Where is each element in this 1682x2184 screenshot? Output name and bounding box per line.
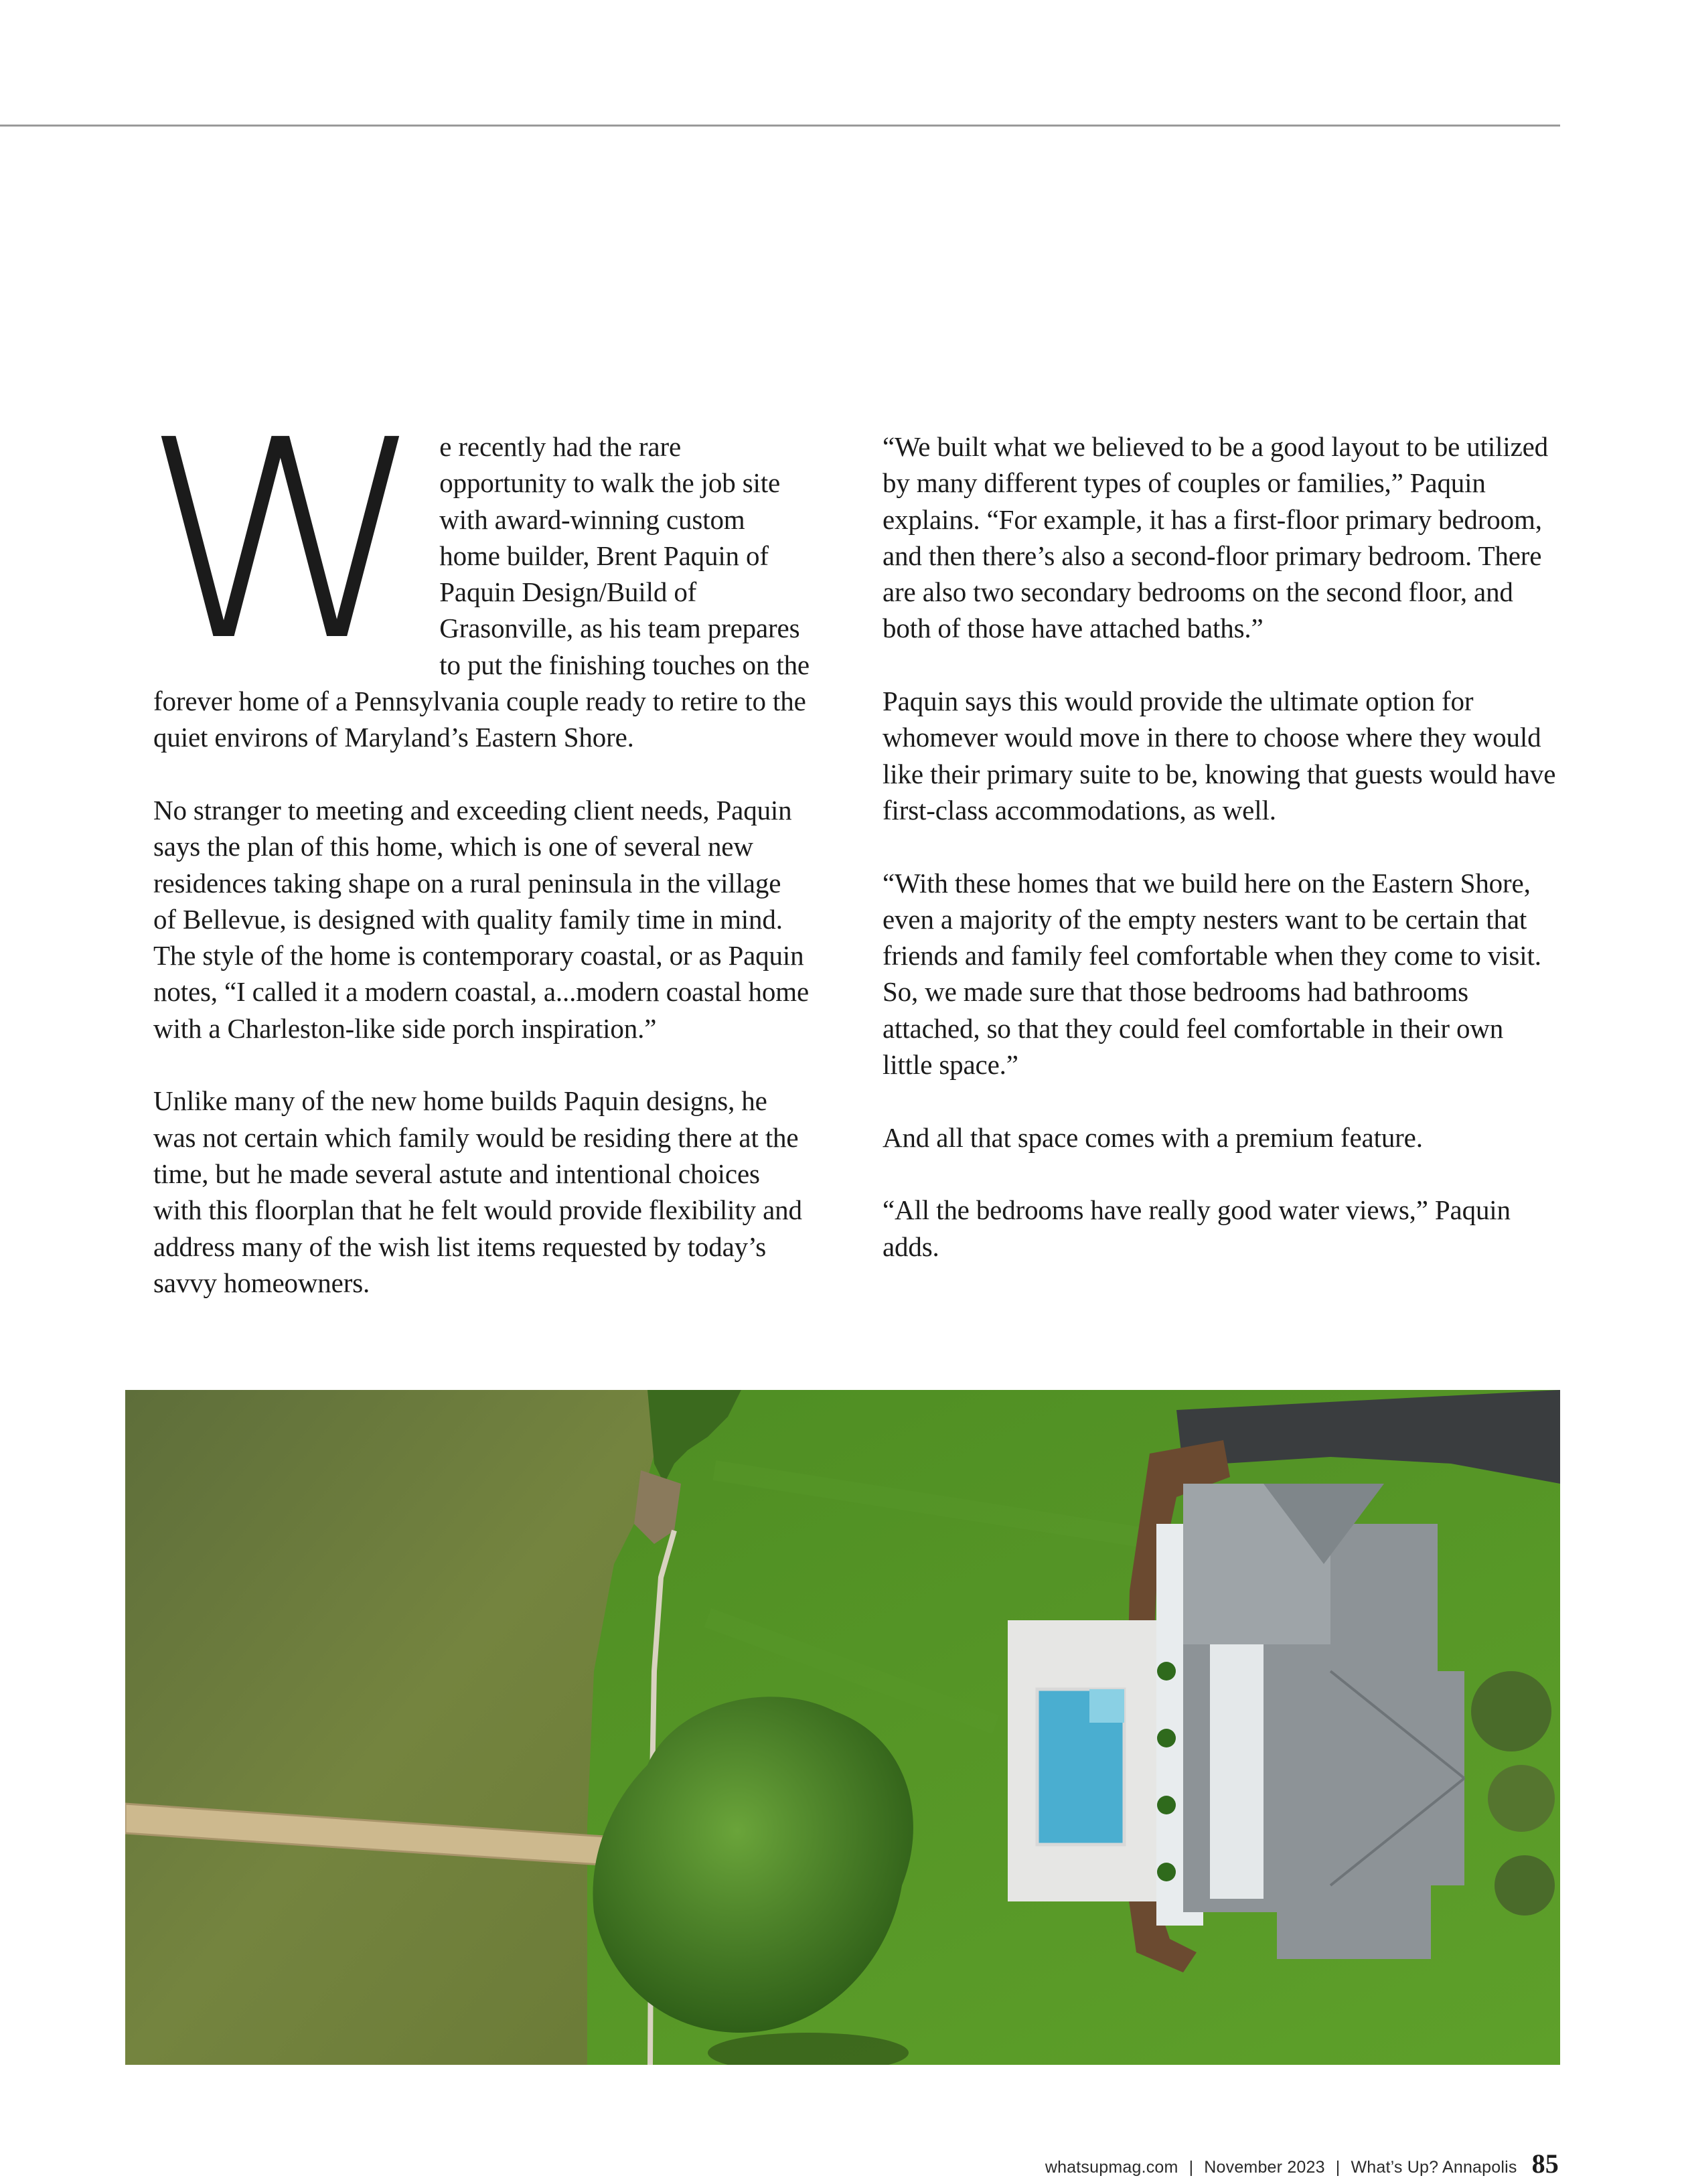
house-porch-roof bbox=[1210, 1644, 1264, 1899]
top-rule bbox=[0, 125, 1560, 127]
footer-site: whatsupmag.com bbox=[1045, 2158, 1178, 2177]
shrub bbox=[1157, 1662, 1176, 1681]
paragraph-1-text: e recently had the rare opportunity to walk the job site with award-winning custom home builder, Brent Paquin of Paquin Design/Build of Grasonville, as his team prepares to put the finishing touches on the forever home of a Pennsylvania couple ready to retire to the quiet environs of Maryland’s Eastern Shore. bbox=[153, 431, 810, 753]
shrub bbox=[1157, 1796, 1176, 1814]
page-number: 85 bbox=[1531, 2149, 1559, 2179]
article-column-left bbox=[141, 381, 810, 1337]
footer-separator: | bbox=[1189, 2158, 1194, 2177]
paragraph-6: “With these homes that we build here on the Eastern Shore, even a majority of the empty nesters want to be certain that friends and family feel comfortable when they come to visit. So, we made sure that those bedrooms had bathrooms attached, so that they could feel comfortable in their own little space.” bbox=[883, 867, 1541, 1081]
page-footer bbox=[1045, 2148, 1559, 2179]
tree bbox=[1471, 1671, 1551, 1751]
aerial-photo-illustration bbox=[125, 1390, 1560, 2065]
paragraph-2: No stranger to meeting and exceeding client needs, Paquin says the plan of this home, which is one of several new residences taking shape on a rural peninsula in the village of Bellevue, is designed with quality family time in mind. The style of the home is contemporary coastal, or as Paquin notes, “I called it a modern coastal, a...modern coastal home with a Charleston-like side porch inspiration.” bbox=[153, 794, 810, 1044]
paragraph-1 bbox=[141, 381, 810, 756]
paragraph-5: Paquin says this would provide the ultimate option for whomever would move in there to choose where they would like their primary suite to be, knowing that guests would have first-class accommodations, as well. bbox=[883, 686, 1556, 826]
paragraph-3: Unlike many of the new home builds Paquin designs, he was not certain which family would be residing there at the time, but he made several astute and intentional choices with this floorplan that he felt would provide flexibility and address many of the wish list items requested by today’s savvy homeowners. bbox=[153, 1085, 802, 1298]
paragraph-8: “All the bedrooms have really good water views,” Paquin adds. bbox=[883, 1194, 1511, 1262]
paragraph-4: “We built what we believed to be a good layout to be utilized by many different types of couples or families,” Paquin explains. “For example, it has a first-floor primary bedroom, and then there’s also a second-floor primary bedroom. There are also two secondary bedrooms on the second floor, and both of those have attached baths.” bbox=[883, 431, 1549, 644]
shrub bbox=[1157, 1729, 1176, 1747]
footer-separator: | bbox=[1335, 2158, 1341, 2177]
article-column-right bbox=[883, 428, 1559, 1301]
shrub bbox=[1157, 1863, 1176, 1881]
tree bbox=[1495, 1855, 1555, 1916]
aerial-photo bbox=[125, 1390, 1560, 2065]
pool-step bbox=[1089, 1689, 1124, 1723]
paragraph-7: And all that space comes with a premium feature. bbox=[883, 1121, 1423, 1153]
footer-issue: November 2023 bbox=[1204, 2158, 1325, 2177]
dropcap: W bbox=[141, 381, 427, 701]
tree bbox=[1488, 1765, 1555, 1832]
footer-publication: What’s Up? Annapolis bbox=[1351, 2158, 1517, 2177]
